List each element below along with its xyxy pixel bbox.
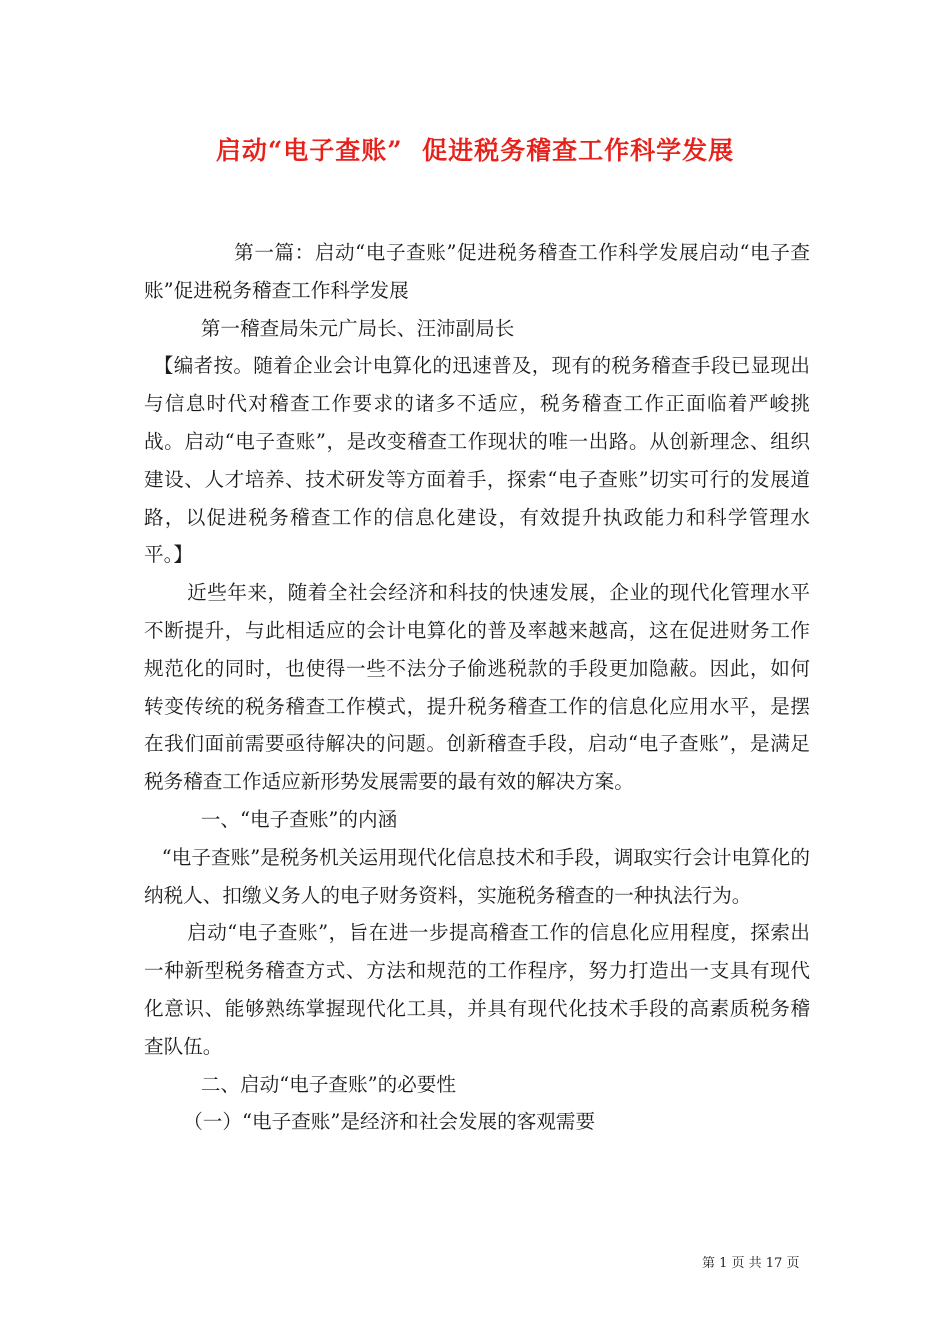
paragraph-definition: “电子查账”是税务机关运用现代化信息技术和手段，调取实行会计电算化的纳税人、扣缴义务人的电子财务资料，实施税务稽查的一种执法行为。 <box>144 845 810 907</box>
paragraph-intro: 近些年来，随着全社会经济和科技的快速发展，企业的现代化管理水平不断提升，与此相适应的会计电算化的普及率越来越高，这在促进财务工作规范化的同时，也使得一些不法分子偷逃税款的手段更加隐蔽。因此，如何转变传统的税务稽查工作模式，提升税务稽查工作的信息化应用水平，是摆在我们面前需要亟待解决的问题。创新稽查手段，启动“电子查账”，是满足税务稽查工作适应新形势发展需要的最有效的解决方案。 <box>144 581 810 794</box>
paragraph-editor-note: 【编者按。随着企业会计电算化的迅速普及，现有的税务稽查手段已显现出与信息时代对稽查工作要求的诸多不适应，税务稽查工作正面临着严峻挑战。启动“电子查账”，是改变稽查工作现状的唯一出路。从创新理念、组织建设、人才培养、技术研发等方面着手，探索“电子查账”切实可行的发展道路，以促进税务稽查工作的信息化建设，有效提升执政能力和科学管理水平。】 <box>144 354 810 567</box>
section-heading-1: 一、“电子查账”的内涵 <box>200 807 398 831</box>
paragraph-authors: 第一稽查局朱元广局长、汪沛副局长 <box>200 316 515 340</box>
paragraph-heading-first: 第一篇：启动“电子查账”促进税务稽查工作科学发展启动“电子查账”促进税务稽查工作科学发展 <box>144 241 810 302</box>
document-title: 启动“电子查账” 促进税务稽查工作科学发展 <box>215 136 735 165</box>
section-heading-2: 二、启动“电子查账”的必要性 <box>200 1072 456 1096</box>
subsection-heading-1: （一）“电子查账”是经济和社会发展的客观需要 <box>183 1110 596 1134</box>
page-number-footer: 第 1 页 共 17 页 <box>702 1256 800 1271</box>
document-body <box>144 234 810 1141</box>
paragraph-purpose: 启动“电子查账”，旨在进一步提高稽查工作的信息化应用程度，探索出一种新型税务稽查方式、方法和规范的工作程序，努力打造出一支具有现代化意识、能够熟练掌握现代化工具，并具有现代化技术手段的高素质税务稽查队伍。 <box>144 921 810 1058</box>
